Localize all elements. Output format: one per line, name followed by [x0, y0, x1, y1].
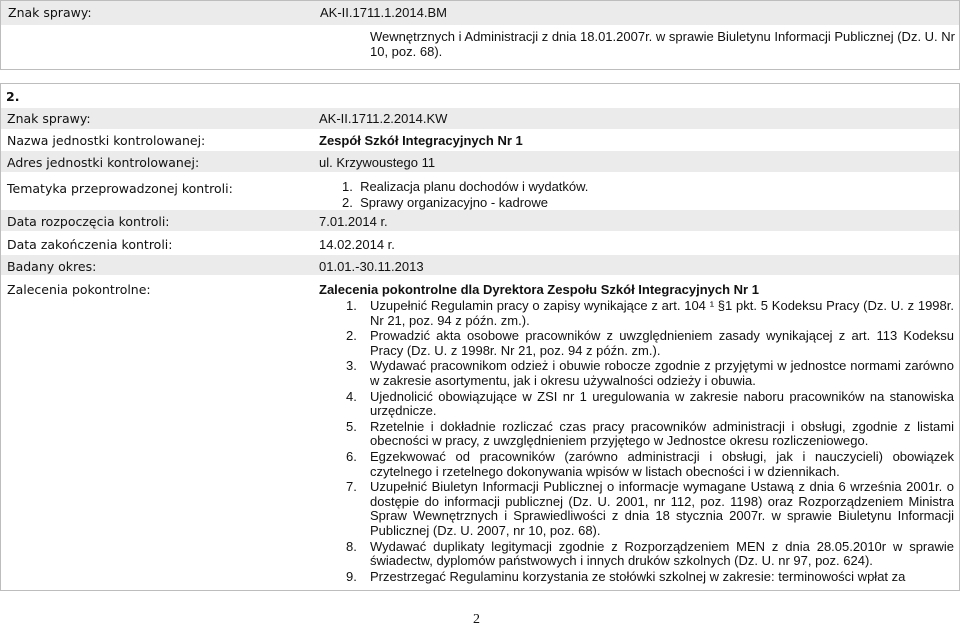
adres-label: Adres jednostki kontrolowanej: [7, 155, 200, 170]
zalecenie-item [346, 359, 954, 388]
zalecenie-text: Uzupełnić Regulamin pracy o zapisy wynikające z art. 104 ¹ §1 pkt. 5 Kodeksu Pracy (Dz. U. z 1998r. Nr 21, poz. 94 z późn. zm.). [370, 298, 954, 328]
zalecenie-text: Rzetelnie i dokładnie rozliczać czas pracy pracowników administracji i obsługi, zgodnie z listami obecności w pracy, z uwzględnieniem przyjętego w Jednostce okresu rozliczeniowego. [370, 418, 954, 449]
zalecenie-number: 8. [346, 538, 357, 554]
case-1-box [0, 0, 960, 70]
zalecenie-text: Wydawać pracownikom odzież i obuwie robocze zgodnie z przyjętymi w jednostce normami zarówno w zakresie asortymentu, jak i okresu używalności odzieży i obuwia. [370, 358, 954, 388]
zalecenie-number: 5. [346, 418, 357, 434]
case-1-znak-row [1, 1, 959, 25]
tematyka-item-2: 2. Sprawy organizacyjno - kadrowe [342, 195, 548, 210]
rozpoczecie-label: Data rozpoczęcia kontroli: [7, 214, 170, 229]
zalecenie-item [346, 390, 954, 419]
zalecenie-item [346, 329, 954, 358]
zalecenie-item [346, 480, 954, 538]
zalecenie-text: Wydawać duplikaty legitymacji zgodnie z Rozporządzeniem MEN z dnia 28.05.2010r w sprawie świadectw, dyplomów państwowych i innych druków szkolnych (Dz. U. nr 97, poz. 624). [370, 538, 954, 569]
zalecenie-item [346, 570, 954, 585]
case-2-number: 2. [6, 89, 20, 104]
zalecenie-item [346, 420, 954, 449]
okres-value: 01.01.-30.11.2013 [319, 259, 424, 274]
zalecenia-list [346, 299, 954, 585]
nazwa-label: Nazwa jednostki kontrolowanej: [7, 133, 206, 148]
tematyka-label: Tematyka przeprowadzonej kontroli: [7, 181, 233, 196]
zalecenie-number: 2. [346, 328, 357, 344]
zalecenie-number: 3. [346, 358, 357, 374]
okres-row [1, 255, 959, 275]
zalecenie-number: 6. [346, 448, 357, 464]
zalecenia-label: Zalecenia pokontrolne: [7, 282, 151, 297]
znak-value: AK-II.1711.2.2014.KW [319, 111, 448, 126]
zalecenie-number: 4. [346, 388, 357, 404]
rozpoczecie-value: 7.01.2014 r. [319, 214, 388, 229]
zalecenia-title: Zalecenia pokontrolne dla Dyrektora Zespołu Szkół Integracyjnych Nr 1 [319, 282, 759, 297]
zakonczenie-value: 14.02.2014 r. [319, 237, 395, 252]
zalecenie-item [346, 299, 954, 328]
znak-label: Znak sprawy: [7, 111, 91, 126]
case-1-continuation: Wewnętrznych i Administracji z dnia 18.01.2007r. w sprawie Biuletynu Informacji Publicznej (Dz. U. Nr 10, poz. 68). [370, 29, 955, 59]
case-1-znak-value: AK-II.1711.1.2014.BM [320, 5, 447, 20]
zalecenie-number: 9. [346, 568, 357, 584]
okres-label: Badany okres: [7, 259, 97, 274]
zakonczenie-label: Data zakończenia kontroli: [7, 237, 173, 252]
zalecenie-text: Prowadzić akta osobowe pracowników z uwzględnieniem zasady wynikającej z art. 113 Kodeksu Pracy (Dz. U. z 1998r. Nr 21, poz. 94 z późn. zm.). [370, 328, 954, 358]
zalecenie-text: Egzekwować od pracowników (zarówno administracji i obsługi, jak i nauczycieli) obowiązek czytelnego i rzetelnego dokonywania wpisów w listach obecności i w dziennikach. [370, 448, 954, 479]
zalecenie-number: 7. [346, 479, 357, 495]
adres-value: ul. Krzywoustego 11 [319, 155, 436, 170]
zalecenie-text: Przestrzegać Regulaminu korzystania ze stołówki szkolnej w zakresie: terminowości wpłat za [370, 568, 906, 584]
zalecenie-text: Uzupełnić Biuletyn Informacji Publicznej o informacje wymagane Ustawą z dnia 6 września 2001r. o dostępie do informacji publicznej (Dz. U. 2001, nr 112, poz. 1198) oraz Rozporządzeniem Ministra Spraw Wewnętrznych i Sprawiedliwości z dnia 18 stycznia 2007r. w sprawie Biuletynu Informacji Publicznej (Dz. U. 2007, nr 10, poz. 68). [370, 479, 954, 538]
zalecenie-item [346, 540, 954, 569]
page-number: 2 [473, 612, 480, 627]
case-1-znak-label: Znak sprawy: [8, 5, 92, 20]
zalecenie-item [346, 450, 954, 479]
zalecenie-text: Ujednolicić obowiązujące w ZSI nr 1 uregulowania w zakresie naboru pracowników na stanowiska urzędnicze. [370, 388, 954, 419]
zalecenie-number: 1. [346, 298, 357, 313]
nazwa-value: Zespół Szkół Integracyjnych Nr 1 [319, 133, 523, 148]
znak-row [1, 108, 959, 129]
tematyka-item-1: 1. Realizacja planu dochodów i wydatków. [342, 179, 589, 194]
